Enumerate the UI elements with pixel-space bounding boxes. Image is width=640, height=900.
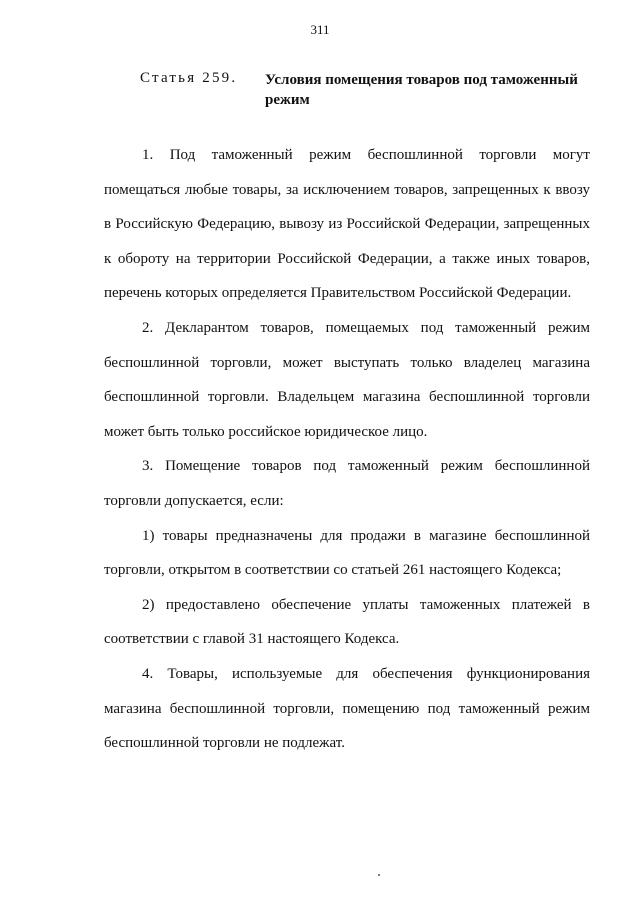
article-header [140,70,600,110]
paragraph-3: 3. Помещение товаров под таможенный режим беспошлинной торговли допускается, если: [104,458,590,509]
paragraph-1: 1. Под таможенный режим беспошлинной торговли могут помещаться любые товары, за исключением товаров, запрещенных к ввозу в Российскую Федерацию, вывозу из Российской Федерации, запрещенных к обороту на территории Российской Федерации, а также иных товаров, перечень которых определяется Правительством Российской Федерации. [104,147,590,302]
list-item-2: 2) предоставлено обеспечение уплаты таможенных платежей в соответствии с главой 31 настоящего Кодекса. [104,596,590,648]
article-body [104,138,590,761]
paragraph-4: 4. Товары, используемые для обеспечения функционирования магазина беспошлинной торговли, помещению под таможенный режим беспошлинной торговли не подлежат. [104,665,590,752]
scan-speck [378,874,380,876]
article-label: Статья 259. [140,70,238,86]
article-title: Условия помещения товаров под таможенный режим [265,72,578,108]
paragraph-2: 2. Декларантом товаров, помещаемых под таможенный режим беспошлинной торговли, может выступать только владелец магазина беспошлинной торговли. Владельцем магазина беспошлинной торговли может быть только российское юридическое лицо. [104,319,590,440]
page-number: 311 [310,22,330,37]
list-item-1: 1) товары предназначены для продажи в магазине беспошлинной торговли, открытом в соответствии со статьей 261 настоящего Кодекса; [104,527,590,579]
